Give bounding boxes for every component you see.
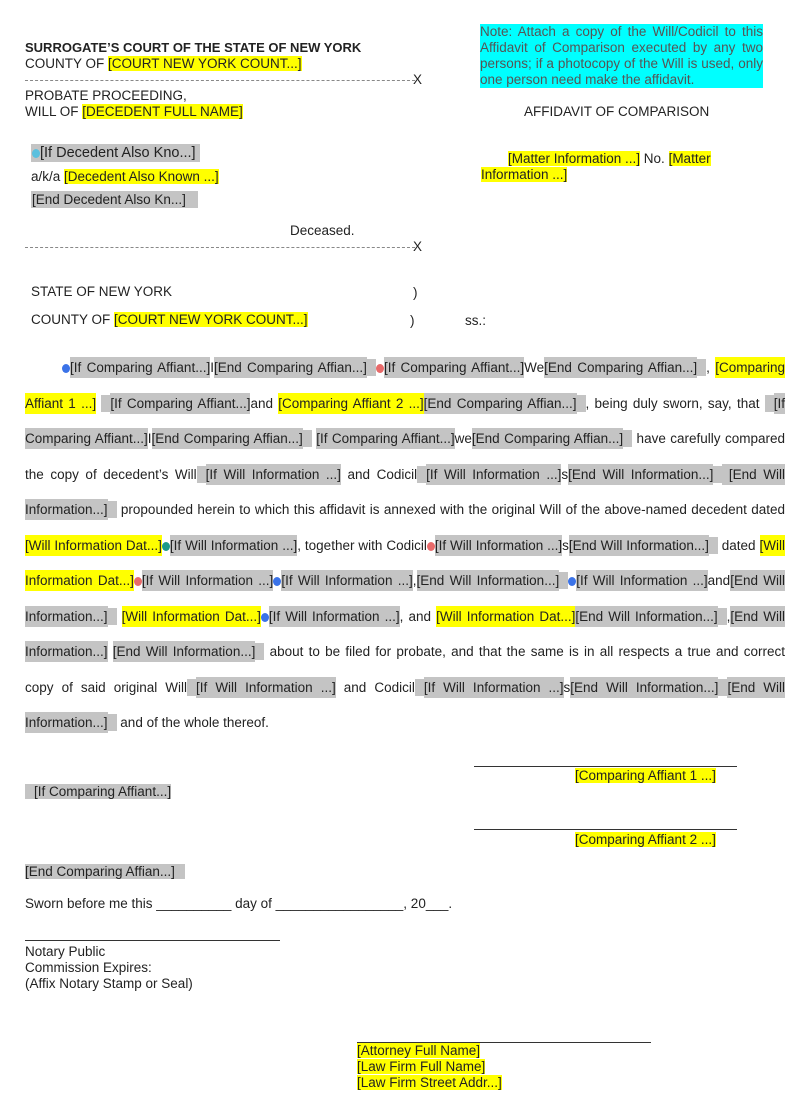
divider xyxy=(25,80,415,81)
if-aka-field[interactable] xyxy=(31,144,200,162)
body-text: and xyxy=(707,573,731,588)
body-text: about to be filed for probate, and that the same is in all respects a true and correct copy of said original Will xyxy=(25,644,785,695)
law-firm-field[interactable]: [Law Firm Full Name] xyxy=(357,1059,486,1074)
merge-field[interactable]: [Comparing Affiant 1 ...] xyxy=(25,357,785,414)
field-marker-icon xyxy=(108,501,117,518)
conditional-field[interactable]: [End Will Information...] xyxy=(25,677,785,734)
attorney-block xyxy=(357,1043,502,1091)
court-name: SURROGATE’S COURT OF THE STATE OF NEW YORK xyxy=(25,40,362,55)
body-text: , xyxy=(412,573,417,588)
conditional-field[interactable]: [If Will Information ...] xyxy=(269,606,400,627)
ss-label: ss.: xyxy=(465,313,487,328)
field-marker-icon xyxy=(415,679,424,696)
condition-dot-icon xyxy=(376,364,384,373)
venue-state: STATE OF NEW YORK xyxy=(31,284,173,299)
county-field[interactable]: [COURT NEW YORK COUNT...] xyxy=(108,56,302,71)
body-text: and Codicil xyxy=(340,466,418,482)
body-text: propounded herein to which this affidavit is annexed with the original Will of the above-named decedent dated xyxy=(116,502,785,517)
notary-block xyxy=(25,944,193,992)
will-of-line xyxy=(25,104,243,119)
body-text: and Codicil xyxy=(335,679,415,695)
field-marker-icon xyxy=(559,572,568,589)
conditional-field[interactable]: [End Comparing Affian...] xyxy=(214,357,367,378)
body-text: We xyxy=(524,360,545,375)
merge-field[interactable]: [Will Information Dat...] xyxy=(25,535,162,556)
conditional-field[interactable]: [End Will Information...] xyxy=(25,464,785,521)
marker-dot-icon xyxy=(32,149,40,158)
matter-field[interactable]: [Matter Information ...] xyxy=(508,151,641,166)
county-label: COUNTY OF xyxy=(25,56,109,71)
conditional-field[interactable]: [If Will Information ...] xyxy=(576,570,707,591)
conditional-field[interactable]: [End Comparing Affian...] xyxy=(152,428,303,449)
field-marker-icon xyxy=(713,466,722,483)
conditional-field[interactable]: [End Comparing Affian...] xyxy=(544,357,697,378)
condition-dot-icon xyxy=(134,577,142,586)
sworn-line: Sworn before me this __________ day of _________________, 20___. xyxy=(25,896,453,911)
body-text: , and xyxy=(399,608,437,624)
condition-dot-icon xyxy=(261,613,269,622)
matter-number-field[interactable]: [Matter Information ...] xyxy=(481,151,711,182)
signature-line xyxy=(474,766,737,767)
body-text: s xyxy=(562,537,569,553)
condition-dot-icon xyxy=(62,364,70,373)
body-text: and xyxy=(250,395,279,411)
venue-county xyxy=(31,312,308,327)
body-text xyxy=(117,609,122,624)
affidavit-body xyxy=(25,350,785,741)
conditional-field[interactable]: [If Will Information ...] xyxy=(435,535,562,556)
body-text: I xyxy=(210,360,214,375)
conditional-field[interactable]: [If Comparing Affiant...] xyxy=(110,393,250,414)
field-marker-icon xyxy=(108,714,117,731)
conditional-field[interactable]: [If Will Information ...] xyxy=(170,535,297,556)
body-text: , xyxy=(706,360,716,375)
decedent-field[interactable]: [DECEDENT FULL NAME] xyxy=(82,104,243,119)
end-affiant-field[interactable]: [End Comparing Affian...] xyxy=(25,864,185,879)
no-label: No. xyxy=(640,151,669,166)
condition-dot-icon xyxy=(162,542,170,551)
body-text: have carefully compared the copy of decedent’s Will xyxy=(25,431,786,482)
field-marker-icon xyxy=(417,466,426,483)
x-mark: X xyxy=(413,72,423,87)
field-marker-icon xyxy=(718,608,727,625)
conditional-field[interactable]: [If Comparing Affiant...] xyxy=(70,357,210,378)
commission-expires: Commission Expires: xyxy=(25,960,152,975)
divider xyxy=(25,247,415,248)
county-line xyxy=(25,56,302,71)
field-marker-icon xyxy=(577,395,586,412)
aka-field[interactable]: [Decedent Also Known ...] xyxy=(64,169,219,184)
conditional-field[interactable]: [End Will Information...] xyxy=(25,606,785,663)
will-of-label: WILL OF xyxy=(25,104,83,119)
conditional-field[interactable]: [End Will Information...] xyxy=(570,677,718,698)
conditional-field[interactable]: [End Will Information...] xyxy=(113,641,256,662)
conditional-field[interactable]: [If Will Information ...] xyxy=(426,464,561,485)
attorney-name-field[interactable]: [Attorney Full Name] xyxy=(357,1043,481,1058)
affiant-2-field[interactable]: [Comparing Affiant 2 ...] xyxy=(575,832,716,847)
conditional-field[interactable]: [End Will Information...] xyxy=(569,535,709,556)
matter-line xyxy=(481,151,766,183)
field-marker-icon xyxy=(303,430,312,447)
body-text: we xyxy=(454,431,472,446)
x-mark: X xyxy=(413,239,423,254)
if-affiant-field[interactable]: [If Comparing Affiant...] xyxy=(25,784,171,799)
condition-dot-icon xyxy=(568,577,576,586)
field-marker-icon xyxy=(697,359,706,376)
body-text: dated xyxy=(717,537,760,553)
field-marker-icon xyxy=(101,395,110,412)
conditional-field[interactable]: [If Will Information ...] xyxy=(196,677,336,698)
body-text: , being duly sworn, say, that xyxy=(585,395,765,411)
aka-label: a/k/a xyxy=(31,169,65,184)
if-aka-text: [If Decedent Also Kno...] xyxy=(40,145,196,161)
conditional-field[interactable]: [End Comparing Affian...] xyxy=(472,428,623,449)
conditional-field[interactable]: [If Will Information ...] xyxy=(424,677,564,698)
conditional-field[interactable]: [End Will Information...] xyxy=(25,570,785,627)
venue-county-label: COUNTY OF xyxy=(31,312,115,327)
conditional-field[interactable]: [If Comparing Affiant...] xyxy=(384,357,524,378)
body-text: , together with Codicil xyxy=(297,537,427,553)
conditional-field[interactable]: [End Will Information...] xyxy=(568,464,713,485)
aka-line xyxy=(31,169,219,184)
venue-paren: ) xyxy=(410,313,415,328)
merge-field[interactable]: [Comparing Affiant 2 ...] xyxy=(278,393,423,414)
condition-dot-icon xyxy=(427,542,435,551)
merge-field[interactable]: [Will Information Dat...] xyxy=(122,606,261,627)
deceased-label: Deceased. xyxy=(290,223,355,238)
body-text: , xyxy=(726,608,731,624)
conditional-field[interactable]: [If Comparing Affiant...] xyxy=(316,428,454,449)
notary-signature-line xyxy=(25,940,280,941)
merge-field[interactable]: [Will Information Dat...] xyxy=(436,606,575,627)
signature-line xyxy=(474,829,737,830)
field-marker-icon xyxy=(623,430,632,447)
probate-label: PROBATE PROCEEDING, xyxy=(25,88,187,103)
conditional-field[interactable]: [End Will Information...] xyxy=(417,570,560,591)
conditional-field[interactable]: [If Will Information ...] xyxy=(142,570,273,591)
body-text: and of the whole thereof. xyxy=(116,715,269,730)
venue-county-field[interactable]: [COURT NEW YORK COUNT...] xyxy=(114,312,308,327)
notary-title: Notary Public xyxy=(25,944,106,959)
conditional-field[interactable]: [End Will Information...] xyxy=(575,606,717,627)
notary-stamp-label: (Affix Notary Stamp or Seal) xyxy=(25,976,193,991)
body-text: s xyxy=(561,466,569,482)
field-marker-icon xyxy=(765,395,774,412)
merge-field[interactable]: [Will Information Dat...] xyxy=(25,535,785,592)
field-marker-icon xyxy=(187,679,196,696)
instruction-note: Note: Attach a copy of the Will/Codicil to this Affidavit of Comparison executed by any two persons; if a photocopy of the Will is used, only one person need make the affidavit. xyxy=(480,24,763,87)
field-marker-icon xyxy=(255,643,264,660)
document-title: AFFIDAVIT OF COMPARISON xyxy=(524,104,710,119)
body-text xyxy=(108,644,113,659)
conditional-field[interactable]: [If Will Information ...] xyxy=(206,464,341,485)
law-firm-address-field[interactable]: [Law Firm Street Addr...] xyxy=(357,1075,502,1090)
affiant-1-field[interactable]: [Comparing Affiant 1 ...] xyxy=(575,768,716,783)
venue-paren: ) xyxy=(413,285,418,300)
body-text: s xyxy=(563,679,571,695)
body-text: I xyxy=(147,431,152,446)
field-marker-icon xyxy=(709,537,718,554)
conditional-field[interactable]: [If Will Information ...] xyxy=(281,570,412,591)
field-marker-icon xyxy=(197,466,206,483)
conditional-field[interactable]: [If Comparing Affiant...] xyxy=(25,393,785,450)
field-marker-icon xyxy=(108,608,117,625)
end-aka-field[interactable]: [End Decedent Also Kn...] xyxy=(31,191,198,208)
conditional-field[interactable]: [End Comparing Affian...] xyxy=(424,393,577,414)
field-marker-icon xyxy=(367,359,376,376)
